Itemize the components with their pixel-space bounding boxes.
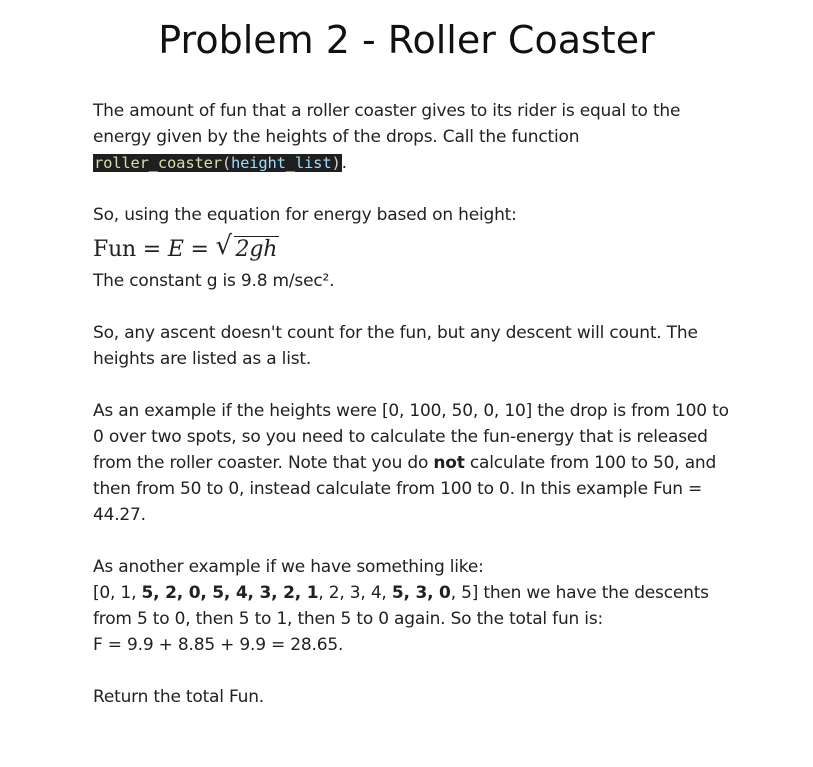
sequence-part-a: [0, 1, (93, 583, 142, 603)
example-1-bold-not: not (433, 453, 465, 473)
open-paren: ( (221, 154, 231, 172)
equation-equals-2: = (183, 237, 216, 262)
radicand: 2gh (235, 237, 278, 262)
equation-fun: Fun (93, 237, 137, 262)
function-name: roller_coaster (94, 154, 222, 172)
close-paren: ) (331, 154, 341, 172)
example-1-paragraph (93, 398, 733, 528)
intro-paragraph (93, 98, 733, 176)
function-argument: height_list (231, 154, 332, 172)
sequence-descent-1: 5, 2, 0, 5, 4, 3, 2, 1 (141, 583, 319, 603)
sequence-descent-2: 5, 3, 0 (391, 583, 451, 603)
page-title: Problem 2 - Roller Coaster (158, 18, 655, 62)
example-2-formula: F = 9.9 + 8.85 + 9.9 = 28.65. (93, 635, 344, 655)
square-root (216, 232, 280, 268)
example-2-intro: As another example if we have something like: (93, 557, 484, 577)
problem-body (93, 98, 733, 710)
intro-period: . (341, 153, 347, 173)
constant-text: The constant g is 9.8 m/sec². (93, 271, 335, 291)
sequence-part-e: , 5] then we have the descents from 5 to 0, then 5 to 1, then 5 to 0 again. So the total fun is: (93, 583, 709, 629)
equation-e: E (167, 237, 184, 262)
energy-equation (93, 232, 733, 268)
example-2-sequence (93, 580, 733, 632)
sequence-part-c: , 2, 3, 4, (318, 583, 392, 603)
example-1-text-b: calculate from 100 to 50, and then from 50 to 0, instead calculate from 100 to 0. In this example Fun = 44.27. (93, 453, 717, 525)
function-signature-code (93, 154, 342, 172)
example-1-text-a: As an example if the heights were [0, 100, 50, 0, 10] the drop is from 100 to 0 over two spots, so you need to calculate the fun-energy that is released from the roller coaster. Note that you do (93, 401, 729, 473)
equation-equals-1: = (136, 237, 168, 262)
ascent-paragraph: So, any ascent doesn't count for the fun, but any descent will count. The heights are listed as a list. (93, 323, 698, 369)
return-text: Return the total Fun. (93, 687, 264, 707)
energy-heading: So, using the equation for energy based on height: (93, 205, 517, 225)
radical-sign-icon: √ (215, 231, 232, 261)
intro-text: The amount of fun that a roller coaster gives to its rider is equal to the energy given by the heights of the drops. Call the function (93, 101, 681, 147)
